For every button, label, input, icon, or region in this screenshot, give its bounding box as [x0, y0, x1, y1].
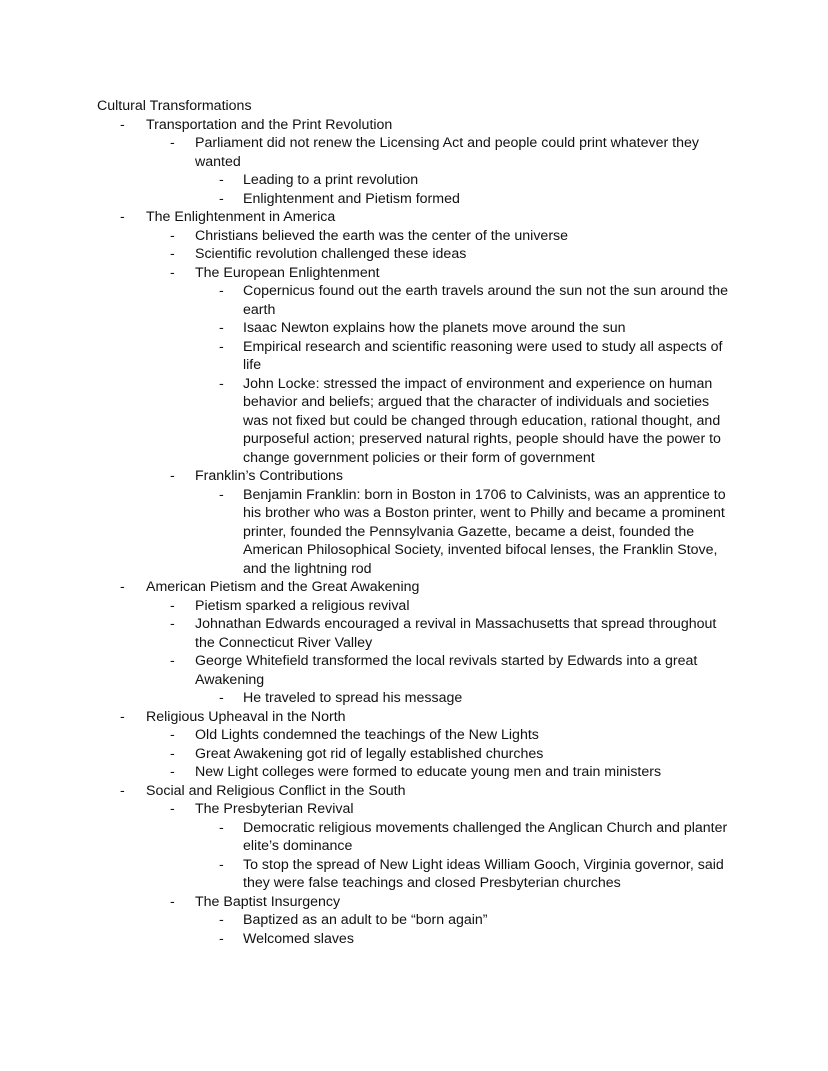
- bullet-dash: -: [170, 893, 175, 910]
- outline-item-text: Baptized as an adult to be “born again”: [243, 912, 488, 928]
- outline-item-text: Empirical research and scientific reasoning were used to study all aspects of life: [243, 338, 723, 373]
- bullet-dash: -: [170, 468, 175, 484]
- bullet-dash: -: [120, 116, 125, 133]
- bullet-dash: -: [219, 338, 224, 355]
- bullet-dash: -: [120, 579, 125, 595]
- outline-item-text: The European Enlightenment: [195, 264, 380, 281]
- bullet-dash: -: [219, 486, 224, 503]
- bullet-dash: -: [219, 856, 224, 873]
- bullet-dash: -: [170, 227, 175, 244]
- outline-item-text: Isaac Newton explains how the planets move around the sun: [243, 320, 626, 336]
- bullet-dash: -: [170, 135, 175, 151]
- outline-item-text: Copernicus found out the earth travels around the sun not the sun around the earth: [243, 283, 729, 318]
- outline-item-text: Leading to a print revolution: [243, 172, 419, 188]
- bullet-dash: -: [219, 930, 224, 947]
- outline-item-text: The Presbyterian Revival: [195, 801, 354, 817]
- outline-item-text: Religious Upheaval in the North: [146, 708, 346, 725]
- outline-item-text: Transportation and the Print Revolution: [146, 116, 393, 133]
- outline-item-text: Christians believed the earth was the center of the universe: [195, 227, 569, 244]
- page-title: Cultural Transformations: [97, 98, 252, 114]
- bullet-dash: -: [170, 801, 175, 817]
- bullet-dash: -: [170, 727, 175, 743]
- bullet-dash: -: [170, 653, 175, 669]
- outline-item-text: He traveled to spread his message: [243, 690, 463, 706]
- outline-item-text: George Whitefield transformed the local revivals started by Edwards into a great Awakening: [195, 653, 698, 688]
- bullet-dash: -: [170, 764, 175, 780]
- outline-item-text: The Enlightenment in America: [146, 209, 336, 225]
- outline-item-text: Scientific revolution challenged these ideas: [195, 246, 467, 262]
- bullet-dash: -: [219, 172, 224, 188]
- outline-item-text: New Light colleges were formed to educate young men and train ministers: [195, 764, 662, 780]
- outline-item-text: Johnathan Edwards encouraged a revival in Massachusetts that spread throughout the Connecticut River Valley: [195, 616, 717, 651]
- bullet-dash: -: [120, 708, 125, 725]
- outline-item-text: Democratic religious movements challenged the Anglican Church and planter elite’s dominance: [243, 819, 728, 854]
- bullet-dash: -: [219, 912, 224, 928]
- bullet-dash: -: [219, 283, 224, 299]
- outline-item-text: Franklin’s Contributions: [195, 468, 343, 484]
- bullet-dash: -: [120, 209, 125, 225]
- outline-item-text: Old Lights condemned the teachings of the New Lights: [195, 727, 539, 743]
- outline-item-text: Benjamin Franklin: born in Boston in 1706 to Calvinists, was an apprentice to his brother who was a Boston printer, went to Philly and became a prominent printer, founded the Pennsylvania Gazette, became a deist, founded the American Philosophical Society, invented bifocal lenses, the Franklin Stove, and the lightning rod: [243, 486, 726, 577]
- bullet-dash: -: [120, 782, 125, 799]
- bullet-dash: -: [219, 819, 224, 836]
- bullet-dash: -: [170, 246, 175, 262]
- outline-item-text: Parliament did not renew the Licensing Act and people could print whatever they wanted: [195, 135, 699, 170]
- outline-item-text: The Baptist Insurgency: [195, 893, 341, 910]
- outline-item-text: John Locke: stressed the impact of environment and experience on human behavior and beliefs; argued that the character of individuals and societies was not fixed but could be changed through education, rational thought, and purposeful action; preserved natural rights, people should have the power to change government policies or their form of government: [243, 375, 721, 466]
- bullet-dash: -: [219, 375, 224, 392]
- bullet-dash: -: [170, 264, 175, 281]
- bullet-dash: -: [219, 690, 224, 706]
- outline-item-text: Enlightenment and Pietism formed: [243, 190, 460, 207]
- outline-item-text: To stop the spread of New Light ideas William Gooch, Virginia governor, said they were false teachings and closed Presbyterian churches: [243, 856, 724, 891]
- outline-item-text: Great Awakening got rid of legally established churches: [195, 745, 544, 762]
- outline-item-text: Social and Religious Conflict in the South: [146, 782, 406, 799]
- outline-item-text: American Pietism and the Great Awakening: [146, 579, 420, 595]
- outline-item-text: Pietism sparked a religious revival: [195, 597, 410, 614]
- bullet-dash: -: [170, 745, 175, 762]
- bullet-dash: -: [219, 190, 224, 207]
- bullet-dash: -: [219, 320, 224, 336]
- bullet-dash: -: [170, 616, 175, 632]
- outline-item-text: Welcomed slaves: [243, 930, 354, 947]
- bullet-dash: -: [170, 597, 175, 614]
